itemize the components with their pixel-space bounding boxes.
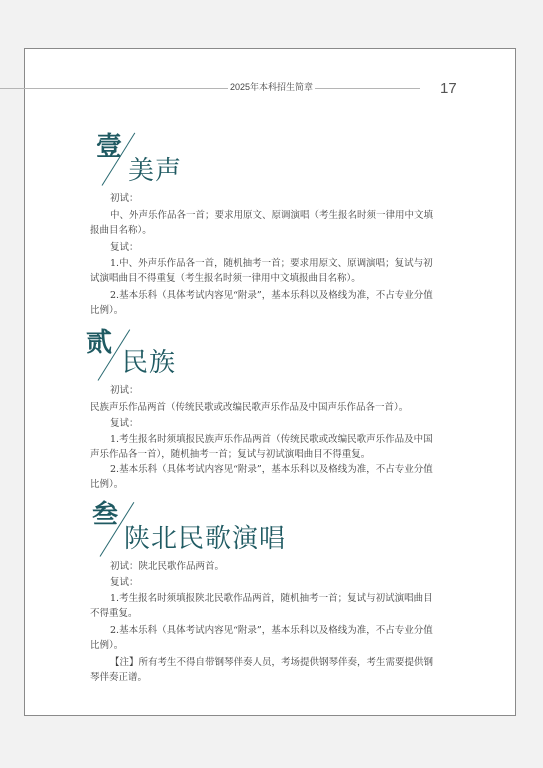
section-2-para-3: 复试：	[110, 418, 139, 429]
section-3-para-2: 复试：	[110, 577, 139, 588]
section-3-para-3: 1.考生报名时须填报陕北民歌作品两首，随机抽考一首；复试与初试演唱曲目不得重复。	[90, 593, 433, 619]
section-1-para-2: 中、外声乐作品各一首；要求用原文、原调演唱（考生报名时须一律用中文填报曲目名称）。	[90, 210, 434, 236]
section-1-number: 壹	[96, 132, 123, 162]
header-title: 2025年本科招生简章	[230, 82, 314, 92]
section-1-para-3: 复试：	[110, 242, 139, 253]
section-1-title: 美声	[128, 156, 183, 186]
section-3-para-4: 2.基本乐科（具体考试内容见“附录”，基本乐科以及格线为准，不占专业分值比例）。	[90, 625, 433, 651]
section-2-para-4: 1.考生报名时须填报民族声乐作品两首（传统民歌或改编民歌声乐作品及中国声乐作品各一首），随机抽考一首；复试与初试演唱曲目不得重复。	[90, 434, 433, 460]
page-number: 17	[440, 80, 457, 97]
section-2-number: 贰	[86, 328, 113, 358]
section-2-title: 民族	[122, 348, 177, 378]
section-1-para-5: 2.基本乐科（具体考试内容见“附录”，基本乐科以及格线为准，不占专业分值比例）。	[90, 290, 433, 316]
section-2-para-1: 初试：	[110, 385, 139, 396]
section-1-para-1: 初试：	[110, 193, 139, 204]
section-3-para-1: 初试：陕北民歌作品两首。	[110, 561, 225, 572]
section-3-note: 【注】所有考生不得自带钢琴伴奏人员，考场提供钢琴伴奏，考生需要提供钢琴伴奏正谱。	[90, 657, 434, 683]
section-2-para-2: 民族声乐作品两首（传统民歌或改编民歌声乐作品及中国声乐作品各一首）。	[90, 402, 409, 413]
section-3-title: 陕北民歌演唱	[124, 524, 287, 554]
section-1-para-4: 1.中、外声乐作品各一首，随机抽考一首；要求用原文、原调演唱；复试与初试演唱曲目不得重复（考生报名时须一律用中文填报曲目名称）。	[90, 258, 433, 284]
section-3-number: 叁	[92, 500, 119, 530]
header-rule	[0, 88, 420, 89]
section-2-para-5: 2.基本乐科（具体考试内容见“附录”，基本乐科以及格线为准，不占专业分值比例）。	[90, 464, 433, 490]
